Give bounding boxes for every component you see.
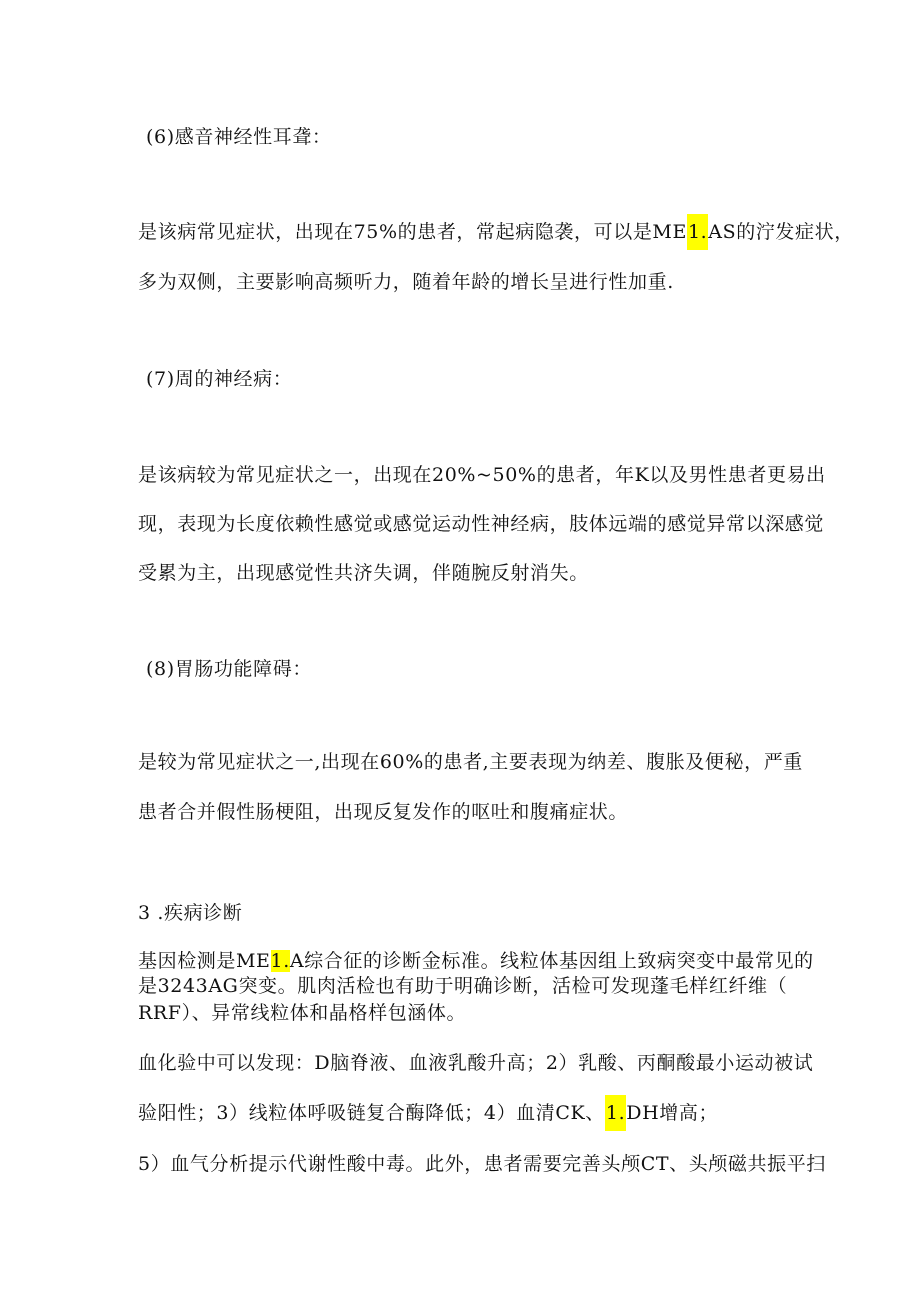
diagnosis-p1-line-1	[138, 949, 814, 973]
section-8-heading: (8)胃肠功能障碍：	[146, 658, 312, 680]
text-segment: A综合征的诊断金标准。线粒体基因组上致病突变中最常见的	[289, 950, 814, 972]
text-segment: DH增高；	[626, 1102, 719, 1124]
diagnosis-p2-line-2	[138, 1101, 718, 1125]
highlighted-text: 1.	[687, 214, 708, 250]
diagnosis-p2-line-1: 血化验中可以发现：D脑脊液、血液乳酸升高；2）乳酸、丙酮酸最小运动被试	[138, 1052, 814, 1074]
section-8-line-2: 患者合并假性肠梗阻，出现反复发作的呕吐和腹痛症状。	[138, 801, 629, 823]
section-7-heading: (7)周的神经病：	[146, 368, 293, 390]
section-7-line-2: 现，表现为长度依赖性感觉或感觉运动性神经病，肢体远端的感觉异常以深感觉	[138, 513, 825, 535]
text-segment: 验阳性；3）线粒体呼吸链复合酶降低；4）血清CK、	[138, 1102, 605, 1124]
highlighted-text: 1.	[270, 950, 290, 972]
highlighted-text: 1.	[605, 1095, 626, 1131]
text-segment: 基因检测是ME	[138, 950, 271, 972]
section-7-line-1: 是该病较为常见症状之一，出现在20%~50%的患者，年K以及男性患者更易出	[138, 464, 826, 486]
section-8-line-1: 是较为常见症状之一,出现在60%的患者,主要表现为纳差、腹胀及便秘，严重	[138, 751, 803, 773]
diagnosis-heading: 3 .疾病诊断	[138, 902, 243, 924]
section-6-line-2: 多为双侧，主要影响高频听力，随着年龄的增长呈进行性加重.	[138, 271, 674, 293]
section-6-heading: (6)感音神经性耳聋：	[146, 126, 332, 148]
text-segment: AS的泞发症状，	[708, 221, 854, 243]
section-6-line-1	[138, 220, 854, 244]
section-7-line-3: 受累为主，出现感觉性共济失调，伴随腕反射消失。	[138, 562, 589, 584]
text-segment: 是该病常见症状，出现在75%的患者，常起病隐袭，可以是ME	[138, 221, 687, 243]
diagnosis-p1-line-3: RRF）、异常线粒体和晶格样包涵体。	[138, 1002, 467, 1024]
diagnosis-p1-line-2: 是3243AG突变。肌肉活检也有助于明确诊断，活检可发现蓬毛样红纤维（	[138, 975, 788, 997]
diagnosis-p3-line-1: 5）血气分析提示代谢性酸中毒。此外，患者需要完善头颅CT、头颅磁共振平扫	[138, 1153, 826, 1175]
